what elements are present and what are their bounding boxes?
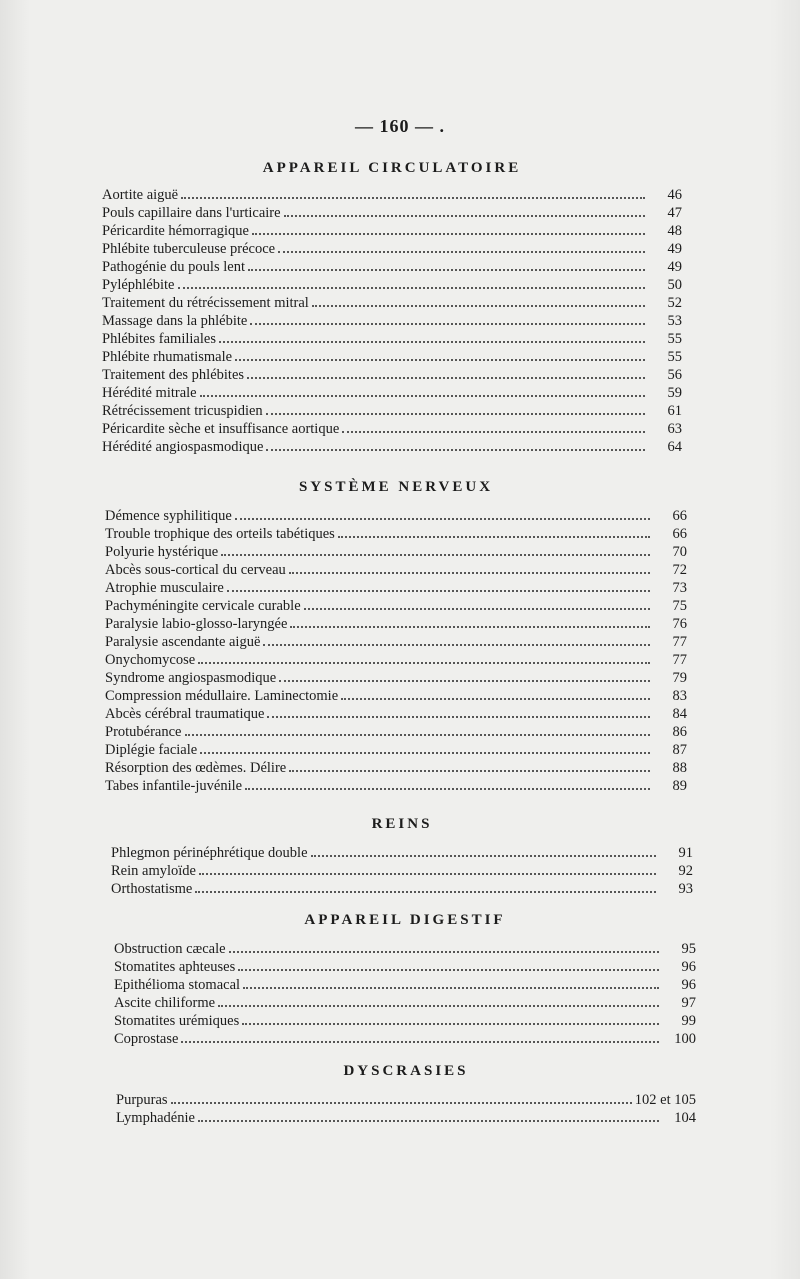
toc-entry-page: 97: [681, 995, 696, 1011]
dot-leader: [200, 385, 645, 397]
toc-entry-page: 61: [667, 403, 682, 419]
toc-entry-title: Péricardite sèche et insuffisance aortique: [102, 421, 340, 437]
dot-leader: [227, 580, 650, 592]
toc-entry: [105, 669, 687, 687]
section-heading: SYSTÈME NERVEUX: [298, 479, 494, 495]
toc-entry-page: 83: [672, 688, 687, 704]
toc-entry-page: 63: [667, 421, 682, 437]
dot-leader: [250, 313, 645, 325]
toc-entry: [111, 880, 693, 898]
toc-entry-page: 66: [672, 526, 687, 542]
toc-entry: [105, 705, 687, 723]
toc-entry: [105, 597, 687, 615]
dot-leader: [278, 241, 645, 253]
section-appareil-circulatoire: [102, 156, 682, 456]
dot-leader: [199, 863, 656, 875]
toc-entry-page: 84: [672, 706, 687, 722]
toc-entry-title: Syndrome angiospasmodique: [105, 670, 277, 686]
dot-leader: [289, 760, 650, 772]
toc-entry: [102, 348, 682, 366]
dot-leader: [238, 959, 659, 971]
toc-entry-page: 49: [667, 241, 682, 257]
toc-entry-title: Atrophie musculaire: [105, 580, 224, 596]
toc-entry-title: Stomatites aphteuses: [114, 959, 236, 975]
toc-entry-title: Epithélioma stomacal: [114, 977, 241, 993]
dot-leader: [178, 277, 646, 289]
toc-entry: [105, 777, 687, 795]
toc-entry-title: Polyurie hystérique: [105, 544, 219, 560]
dot-leader: [289, 562, 650, 574]
toc-entry: [105, 507, 687, 525]
toc-entry: [102, 330, 682, 348]
toc-entry-title: Phlébites familiales: [102, 331, 216, 347]
page-number: — 160 — .: [355, 116, 445, 136]
toc-entry-page: 70: [672, 544, 687, 560]
dot-leader: [200, 742, 650, 754]
dot-leader: [342, 421, 645, 433]
toc-entry-title: Abcès cérébral traumatique: [105, 706, 265, 722]
dot-leader: [304, 598, 650, 610]
toc-entry-title: Résorption des œdèmes. Délire: [105, 760, 287, 776]
toc-entry-page: 88: [672, 760, 687, 776]
dot-leader: [181, 1031, 659, 1043]
toc-entry-title: Pathogénie du pouls lent: [102, 259, 245, 275]
toc-entry: [102, 258, 682, 276]
dot-leader: [243, 977, 659, 989]
toc-entry: [102, 294, 682, 312]
dot-leader: [195, 881, 656, 893]
dot-leader: [242, 1013, 659, 1025]
toc-entry-page: 99: [681, 1013, 696, 1029]
toc-entry-page: 46: [667, 187, 682, 203]
toc-entry-title: Traitement du rétrécissement mitral: [102, 295, 309, 311]
dot-leader: [311, 845, 656, 857]
section-reins: [111, 812, 693, 898]
toc-entry: [105, 633, 687, 651]
dot-leader: [267, 706, 650, 718]
toc-entry-title: Trouble trophique des orteils tabétiques: [105, 526, 335, 542]
toc-entry: [105, 759, 687, 777]
toc-entry-title: Pachyméningite cervicale curable: [105, 598, 301, 614]
toc-entry: [102, 438, 682, 456]
toc-list: [102, 186, 682, 456]
toc-entry: [102, 204, 682, 222]
toc-entry-page: 47: [667, 205, 682, 221]
section-heading: REINS: [371, 816, 433, 832]
toc-list: [116, 1091, 696, 1127]
toc-entry-title: Aortite aiguë: [102, 187, 179, 203]
dot-leader: [185, 724, 651, 736]
toc-entry-page: 95: [681, 941, 696, 957]
dot-leader: [266, 403, 645, 415]
toc-entry-title: Massage dans la phlébite: [102, 313, 248, 329]
toc-entry-page: 93: [678, 881, 693, 897]
dot-leader: [338, 526, 650, 538]
toc-entry-title: Abcès sous-cortical du cerveau: [105, 562, 286, 578]
toc-entry-page: 49: [667, 259, 682, 275]
toc-entry-title: Onychomycose: [105, 652, 196, 668]
toc-entry-page: 55: [667, 331, 682, 347]
dot-leader: [247, 367, 645, 379]
toc-entry: [105, 687, 687, 705]
section-heading: DYSCRASIES: [343, 1063, 469, 1079]
toc-entry-page: 86: [672, 724, 687, 740]
toc-entry: [102, 312, 682, 330]
toc-entry-page: 64: [667, 439, 682, 455]
toc-entry: [116, 1091, 696, 1109]
toc-entry: [102, 402, 682, 420]
toc-entry: [102, 384, 682, 402]
toc-entry: [114, 958, 696, 976]
toc-entry-title: Coprostase: [114, 1031, 179, 1047]
toc-entry: [111, 862, 693, 880]
toc-entry: [114, 940, 696, 958]
toc-entry: [105, 615, 687, 633]
toc-entry-title: Phlébite tuberculeuse précoce: [102, 241, 276, 257]
toc-entry-page: 77: [672, 652, 687, 668]
toc-entry-page: 56: [667, 367, 682, 383]
toc-entry-title: Démence syphilitique: [105, 508, 232, 524]
toc-entry: [114, 1030, 696, 1048]
toc-entry-title: Compression médullaire. Laminectomie: [105, 688, 339, 704]
toc-entry: [111, 844, 693, 862]
toc-entry-title: Purpuras: [116, 1092, 168, 1108]
toc-entry-title: Hérédité mitrale: [102, 385, 197, 401]
toc-entry-title: Diplégie faciale: [105, 742, 198, 758]
toc-entry: [102, 420, 682, 438]
toc-list: [111, 844, 693, 898]
dot-leader: [218, 995, 659, 1007]
dot-leader: [198, 652, 650, 664]
toc-entry-title: Rein amyloïde: [111, 863, 196, 879]
section-appareil-digestif: [114, 908, 696, 1048]
toc-entry-page: 91: [678, 845, 693, 861]
toc-entry: [102, 276, 682, 294]
toc-entry: [105, 723, 687, 741]
dot-leader: [279, 670, 650, 682]
toc-entry: [102, 186, 682, 204]
dot-leader: [252, 223, 645, 235]
toc-entry: [105, 561, 687, 579]
toc-entry-page: 89: [672, 778, 687, 794]
toc-entry-title: Paralysie labio-glosso-laryngée: [105, 616, 288, 632]
toc-entry-page: 50: [667, 277, 682, 293]
toc-list: [105, 507, 687, 795]
toc-entry-page: 76: [672, 616, 687, 632]
dot-leader: [235, 508, 650, 520]
toc-entry: [105, 579, 687, 597]
toc-entry-page: 87: [672, 742, 687, 758]
toc-entry-page: 100: [674, 1031, 696, 1047]
section-heading: APPAREIL DIGESTIF: [304, 912, 506, 928]
toc-entry-title: Lymphadénie: [116, 1110, 195, 1126]
toc-entry-page: 102 et 105: [634, 1092, 696, 1108]
toc-entry-title: Tabes infantile-juvénile: [105, 778, 243, 794]
toc-entry-title: Rétrécissement tricuspidien: [102, 403, 263, 419]
toc-entry-page: 77: [672, 634, 687, 650]
toc-entry-page: 53: [667, 313, 682, 329]
toc-entry-page: 73: [672, 580, 687, 596]
dot-leader: [284, 205, 645, 217]
dot-leader: [263, 634, 650, 646]
toc-entry-page: 96: [681, 977, 696, 993]
dot-leader: [229, 941, 659, 953]
toc-entry-page: 96: [681, 959, 696, 975]
toc-entry-title: Protubérance: [105, 724, 182, 740]
toc-entry-page: 72: [672, 562, 687, 578]
toc-entry: [102, 366, 682, 384]
toc-entry: [105, 651, 687, 669]
dot-leader: [290, 616, 650, 628]
dot-leader: [171, 1092, 632, 1104]
toc-entry: [105, 525, 687, 543]
toc-entry-page: 75: [672, 598, 687, 614]
dot-leader: [248, 259, 645, 271]
toc-entry-page: 66: [672, 508, 687, 524]
toc-entry-title: Péricardite hémorragique: [102, 223, 249, 239]
toc-entry: [114, 1012, 696, 1030]
toc-entry-title: Orthostatisme: [111, 881, 193, 897]
dot-leader: [181, 187, 645, 199]
toc-entry: [116, 1109, 696, 1127]
dot-leader: [312, 295, 645, 307]
toc-entry-title: Ascite chiliforme: [114, 995, 216, 1011]
toc-entry-title: Pouls capillaire dans l'urticaire: [102, 205, 281, 221]
toc-list: [114, 940, 696, 1048]
toc-entry: [105, 741, 687, 759]
toc-entry-page: 104: [674, 1110, 696, 1126]
dot-leader: [245, 778, 650, 790]
dot-leader: [341, 688, 650, 700]
toc-entry-page: 92: [678, 863, 693, 879]
toc-entry-title: Obstruction cæcale: [114, 941, 226, 957]
toc-entry: [102, 240, 682, 258]
dot-leader: [219, 331, 645, 343]
toc-entry-title: Phlébite rhumatismale: [102, 349, 233, 365]
dot-leader: [221, 544, 650, 556]
toc-entry: [114, 994, 696, 1012]
toc-entry: [102, 222, 682, 240]
section-systeme-nerveux: [105, 475, 687, 795]
toc-entry-title: Phlegmon périnéphrétique double: [111, 845, 308, 861]
dot-leader: [198, 1110, 659, 1122]
toc-entry-page: 52: [667, 295, 682, 311]
dot-leader: [235, 349, 645, 361]
toc-entry-title: Pyléphlébite: [102, 277, 175, 293]
toc-entry-page: 55: [667, 349, 682, 365]
toc-entry-title: Hérédité angiospasmodique: [102, 439, 264, 455]
section-heading: APPAREIL CIRCULATOIRE: [262, 160, 522, 176]
dot-leader: [266, 439, 645, 451]
toc-entry-title: Paralysie ascendante aiguë: [105, 634, 261, 650]
toc-entry-page: 59: [667, 385, 682, 401]
toc-entry: [114, 976, 696, 994]
section-dyscrasies: [116, 1059, 696, 1127]
toc-entry-page: 48: [667, 223, 682, 239]
toc-entry-title: Traitement des phlébites: [102, 367, 245, 383]
toc-entry-title: Stomatites urémiques: [114, 1013, 240, 1029]
toc-entry: [105, 543, 687, 561]
toc-entry-page: 79: [672, 670, 687, 686]
